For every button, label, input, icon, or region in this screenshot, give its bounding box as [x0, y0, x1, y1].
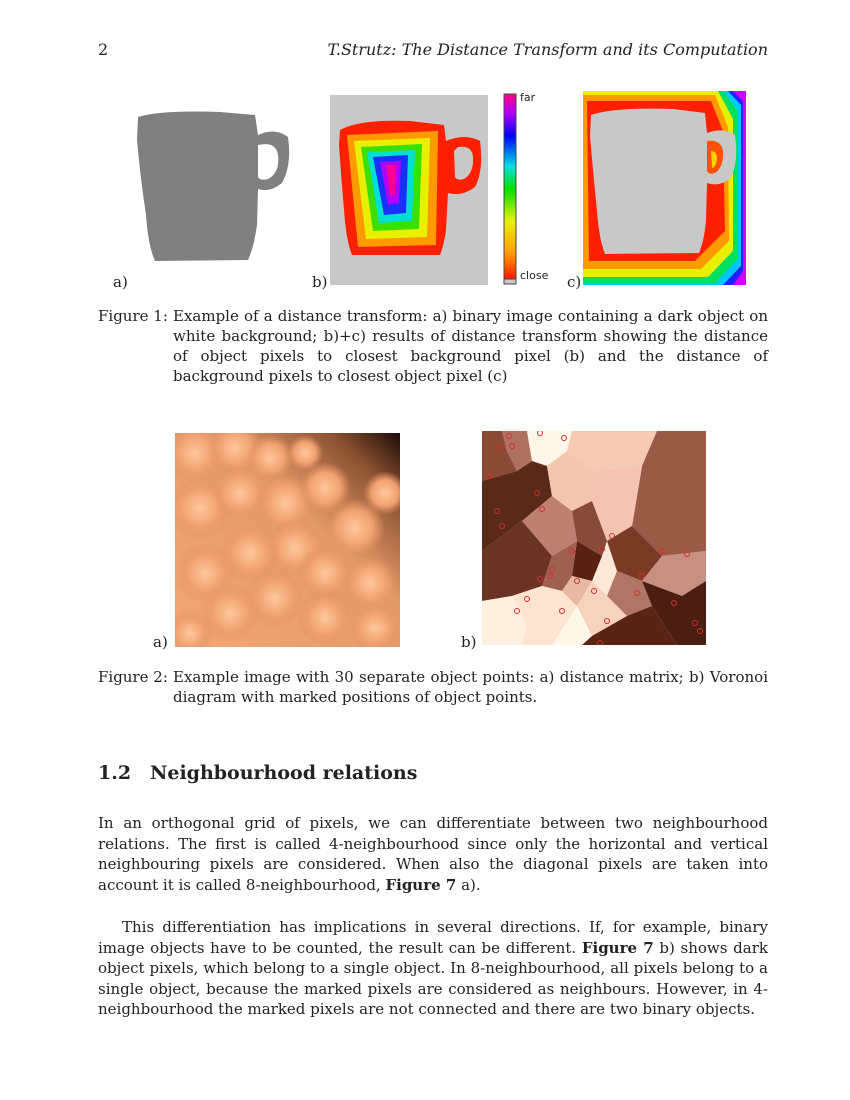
figure1-label-c: c)	[567, 273, 582, 291]
figure1-label-b: b)	[312, 273, 328, 291]
figure1-colorbar	[503, 93, 517, 285]
paragraph-1-text-a: In an orthogonal grid of pixels, we can differentiate between two neighbourhood relations. The first is called 4-neighbourhood since only the horizontal and vertical neighbouring pixels are considered. When also the diagonal pixels are taken into account it is called 8-neighbourhood,	[98, 814, 768, 894]
paragraph-2-figure-ref[interactable]: Figure 7	[581, 938, 654, 957]
figure1-caption-text: Example of a distance transform: a) binary image containing a dark object on white background; b)+c) results of distance transform showing the distance of object pixels to closest background pixel (b) and the distance of background pixels to closest object pixel (c)	[173, 307, 768, 385]
figure2-caption-text: Example image with 30 separate object points: a) distance matrix; b) Voronoi diagram with marked positions of object points.	[173, 668, 768, 706]
figure1-caption	[98, 306, 768, 386]
paragraph-1-text-b: a).	[456, 875, 481, 894]
paragraph-2	[98, 917, 768, 1020]
figure1-label-a: a)	[113, 273, 128, 291]
figure2-caption	[98, 667, 768, 707]
figure1-caption-label: Figure 1:	[98, 307, 168, 325]
section-heading	[98, 762, 417, 784]
colorbar-far-label: far	[520, 91, 536, 104]
figure2-caption-label: Figure 2:	[98, 668, 168, 686]
paragraph-2-text-b: b) shows dark object pixels, which belong to a single object. In 8-neighbourhood, all pixels belong to a single object, because the marked pixels are considered as neighbours. However, in 4-neighbourhood the marked pixels are not connected and there are two binary objects.	[98, 938, 768, 1018]
figure1-b-distance-object	[330, 95, 488, 285]
page-number: 2	[98, 40, 109, 59]
running-title: T.Strutz: The Distance Transform and its Computation	[327, 40, 768, 59]
paragraph-1-figure-ref[interactable]: Figure 7	[385, 875, 457, 894]
paragraph-2-text-a: This differentiation has implications in several directions. If, for example, binary image objects have to be counted, the result can be different.	[98, 918, 768, 957]
figure2-a-distance-matrix	[175, 433, 400, 647]
figure2-label-b: b)	[461, 633, 477, 651]
figure1-a-binary-image	[130, 95, 292, 265]
section-number: 1.2	[98, 762, 132, 784]
figure1-c-distance-background	[583, 91, 746, 285]
figure2-label-a: a)	[153, 633, 168, 651]
section-title: Neighbourhood relations	[150, 762, 418, 784]
colorbar-close-label: close	[520, 269, 549, 282]
figure2-b-voronoi-diagram	[482, 431, 706, 645]
paragraph-1	[98, 813, 768, 895]
